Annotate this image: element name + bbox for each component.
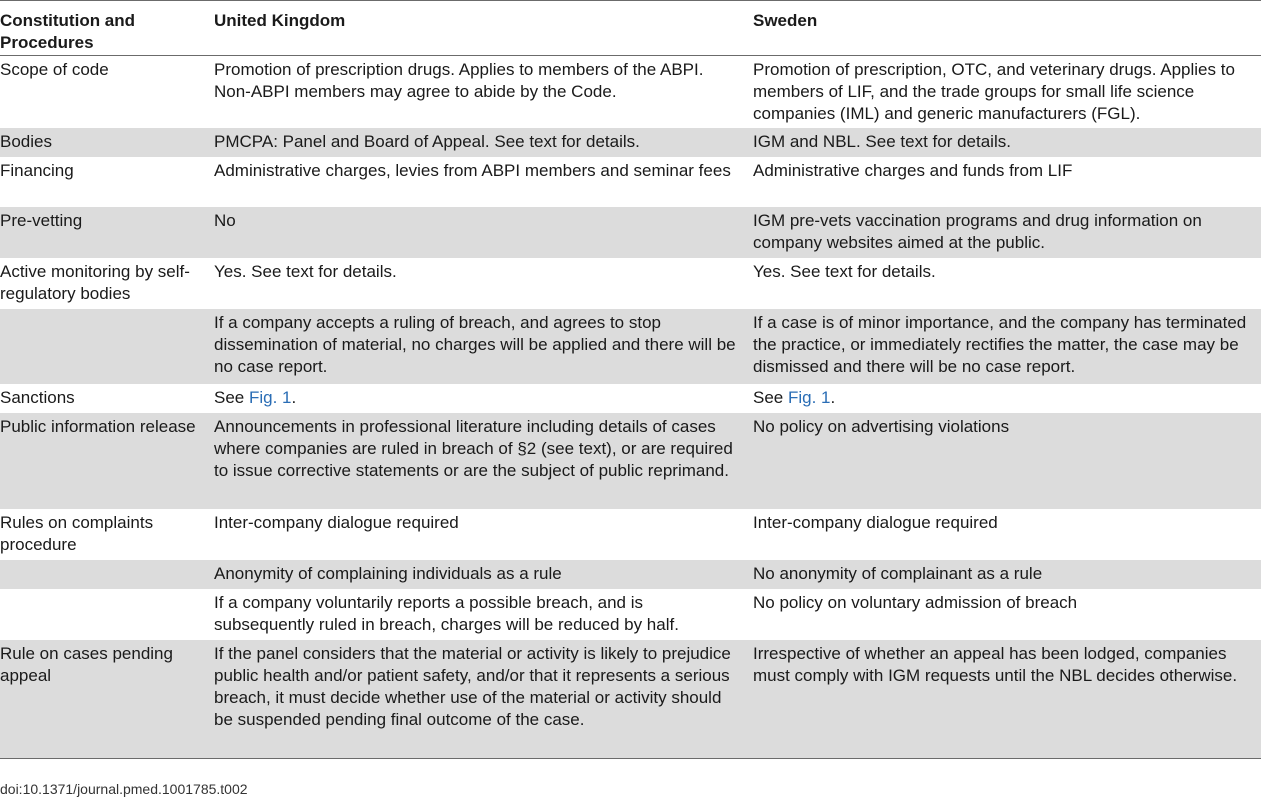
sweden-cell: Yes. See text for details. <box>753 262 936 281</box>
uk-cell: No <box>214 207 753 258</box>
sweden-cell: Irrespective of whether an appeal has been lodged, companies must comply with IGM requests until the NBL decides otherwise. <box>753 640 1261 758</box>
table-row <box>0 207 1261 258</box>
period: . <box>830 388 836 407</box>
table-row <box>0 384 1261 413</box>
table-header-row <box>0 1 1261 56</box>
row-label: Active monitoring by self-regulatory bodies <box>0 262 190 303</box>
row-label <box>0 589 214 640</box>
sweden-cell: IGM pre-vets vaccination programs and drug information on company websites aimed at the public. <box>753 207 1261 258</box>
table-row <box>0 128 1261 157</box>
table-row <box>0 413 1261 509</box>
sweden-cell <box>753 384 1261 413</box>
uk-cell: Yes. See text for details. <box>214 262 397 281</box>
see-prefix: See <box>214 388 249 407</box>
uk-cell: Administrative charges, levies from ABPI members and seminar fees <box>214 161 731 180</box>
period: . <box>291 388 297 407</box>
sweden-cell: No policy on voluntary admission of breach <box>753 593 1078 612</box>
table-row <box>0 157 1261 207</box>
header-united-kingdom: United Kingdom <box>214 11 346 30</box>
fig-1-link[interactable]: Fig. 1 <box>248 388 292 407</box>
row-label: Bodies <box>0 128 214 157</box>
uk-cell: If a company accepts a ruling of breach, and agrees to stop dissemination of material, no charges will be applied and there will be no case report. <box>214 309 753 384</box>
uk-cell <box>214 384 753 413</box>
row-label: Rule on cases pending appeal <box>0 640 214 758</box>
sweden-cell: No anonymity of complainant as a rule <box>753 560 1261 589</box>
table-row <box>0 560 1261 589</box>
sweden-cell: No policy on advertising violations <box>753 413 1261 509</box>
fig-1-link[interactable]: Fig. 1 <box>787 388 831 407</box>
uk-cell: If the panel considers that the material or activity is likely to prejudice public health and/or patient safety, and/or that it represents a serious breach, it must decide whether use of the material or activity should be suspended pending final outcome of the case. <box>214 640 753 758</box>
row-label: Public information release <box>0 413 214 509</box>
row-label: Financing <box>0 161 74 180</box>
row-label: Sanctions <box>0 388 75 407</box>
uk-cell: Promotion of prescription drugs. Applies to members of the ABPI. Non-ABPI members may agree to abide by the Code. <box>214 60 704 101</box>
row-label <box>0 560 214 589</box>
doi-caption: doi:10.1371/journal.pmed.1001785.t002 <box>0 781 248 797</box>
uk-cell: PMCPA: Panel and Board of Appeal. See text for details. <box>214 128 753 157</box>
table-row <box>0 56 1261 129</box>
table-row <box>0 640 1261 758</box>
uk-cell: If a company voluntarily reports a possible breach, and is subsequently ruled in breach, charges will be reduced by half. <box>214 593 679 634</box>
see-prefix: See <box>753 388 788 407</box>
uk-cell: Announcements in professional literature including details of cases where companies are ruled in breach of §2 (see text), or are required to issue corrective statements or are the subject of public reprimand. <box>214 413 753 509</box>
sweden-cell: IGM and NBL. See text for details. <box>753 128 1261 157</box>
table-row <box>0 589 1261 640</box>
row-label: Scope of code <box>0 60 109 79</box>
sweden-cell: Inter-company dialogue required <box>753 513 998 532</box>
uk-cell: Inter-company dialogue required <box>214 513 459 532</box>
row-label <box>0 309 214 384</box>
uk-cell: Anonymity of complaining individuals as a rule <box>214 560 753 589</box>
table-row <box>0 309 1261 384</box>
sweden-cell: Administrative charges and funds from LIF <box>753 161 1073 180</box>
header-constitution: Constitution and Procedures <box>0 11 136 52</box>
row-label: Pre-vetting <box>0 207 214 258</box>
header-sweden: Sweden <box>753 11 818 30</box>
table-row <box>0 509 1261 560</box>
sweden-cell: If a case is of minor importance, and the company has terminated the practice, or immediately rectifies the matter, the case may be dismissed and there will be no case report. <box>753 309 1261 384</box>
table-row <box>0 258 1261 309</box>
sweden-cell: Promotion of prescription, OTC, and veterinary drugs. Applies to members of LIF, and the trade groups for small life science companies (IML) and generic manufacturers (FGL). <box>753 60 1235 123</box>
row-label: Rules on complaints procedure <box>0 513 154 554</box>
